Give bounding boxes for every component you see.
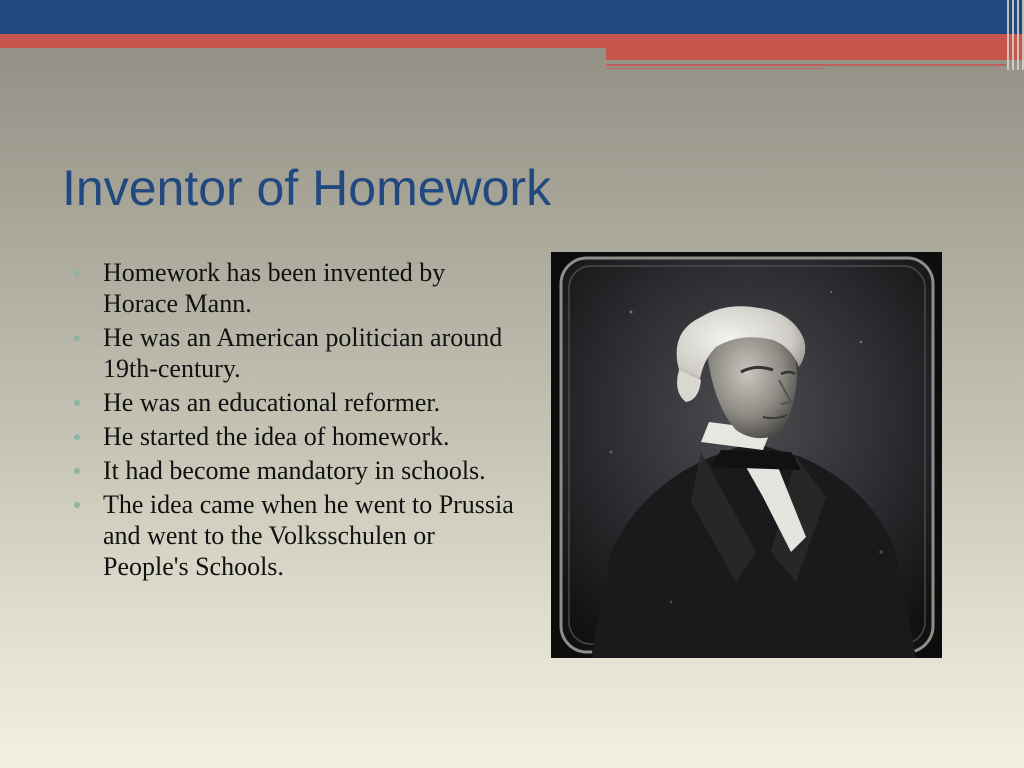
stripe — [1012, 0, 1014, 70]
decorative-line — [606, 64, 1006, 66]
red-decorative-band-lower — [606, 48, 1024, 60]
bullet-item — [74, 421, 514, 452]
bullet-icon — [74, 400, 80, 406]
bullet-item — [74, 322, 514, 384]
decorative-line — [606, 68, 826, 69]
bullet-item — [74, 257, 514, 319]
slide-title: Inventor of Homework — [62, 160, 552, 216]
bullet-icon — [74, 335, 80, 341]
stripe — [1007, 0, 1009, 70]
bullet-text: It had become mandatory in schools. — [103, 456, 486, 485]
bullet-icon — [74, 434, 80, 440]
bullet-text: He was an American politician around 19th-century. — [103, 323, 503, 383]
bullet-text: He was an educational reformer. — [103, 388, 441, 417]
corner-stripes — [994, 0, 1024, 70]
bullet-icon — [74, 270, 80, 276]
portrait-illustration — [551, 252, 942, 658]
top-decorative-band — [0, 0, 1024, 34]
bullet-item — [74, 489, 514, 582]
portrait-photo — [551, 252, 942, 658]
bullet-list — [74, 257, 514, 585]
bullet-item — [74, 387, 514, 418]
stripe — [1017, 0, 1019, 70]
bullet-item — [74, 455, 514, 486]
bullet-icon — [74, 502, 80, 508]
bullet-text: He started the idea of homework. — [103, 422, 450, 451]
red-decorative-band — [0, 34, 1024, 48]
bullet-icon — [74, 468, 80, 474]
bullet-text: The idea came when he went to Prussia and went to the Volksschulen or People's Schools. — [103, 490, 514, 581]
bullet-text: Homework has been invented by Horace Mann. — [103, 258, 446, 318]
